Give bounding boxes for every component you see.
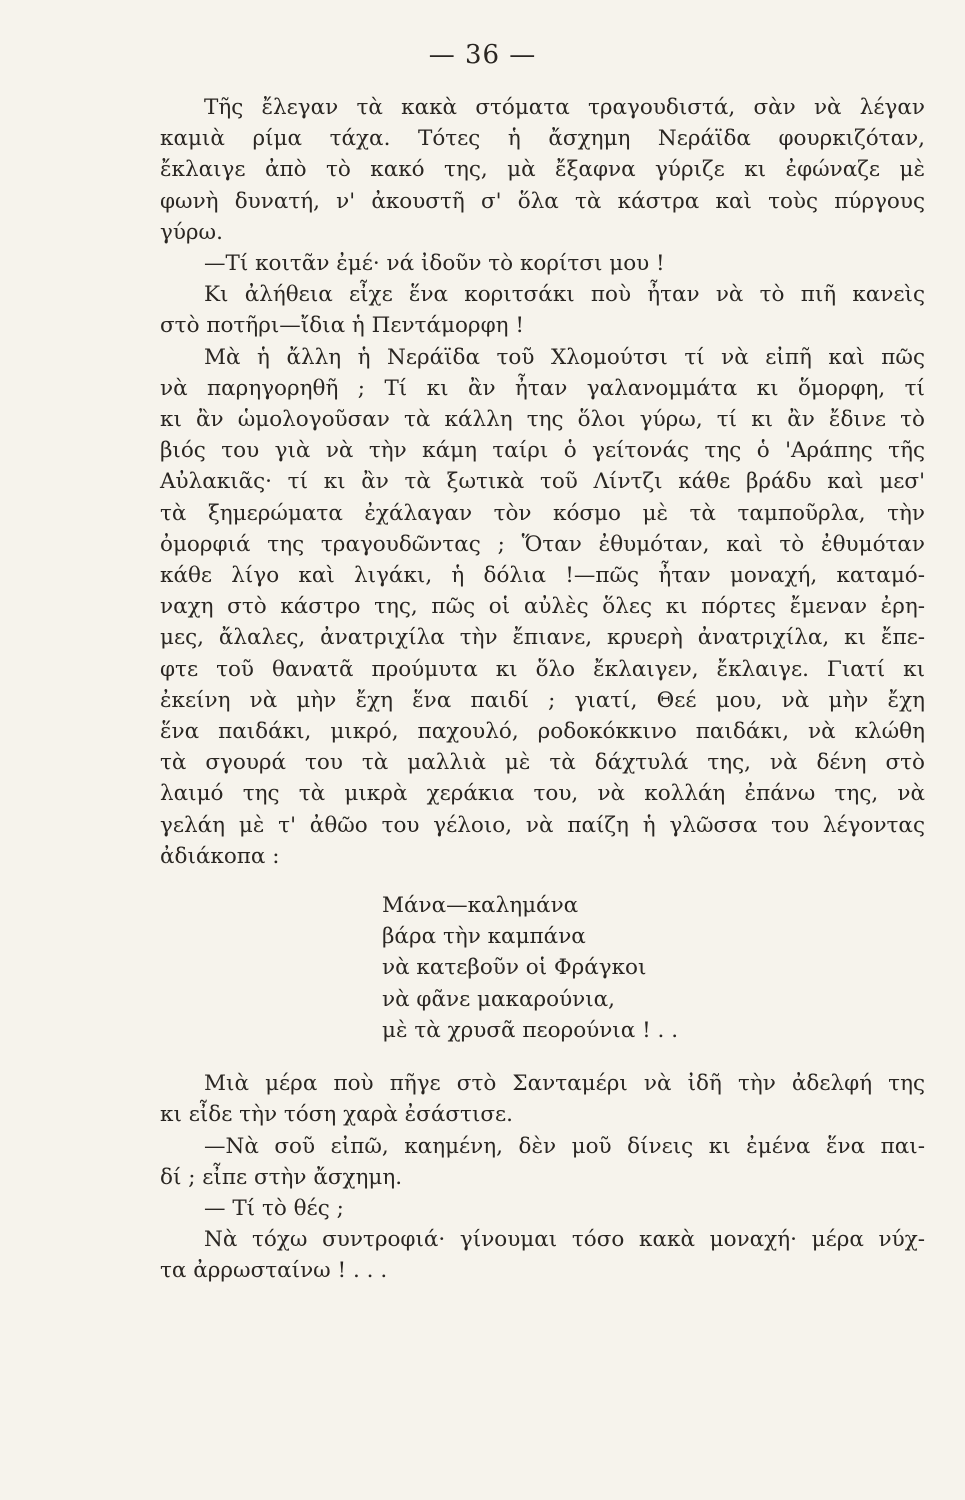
text-line: Τῆς ἔλεγαν τὰ κακὰ στόματα τραγουδιστά, σὰν νὰ λέγαν (204, 95, 925, 120)
text-line: τὰ ξημερώματα ἐχάλαγαν τὸν κόσμο μὲ τὰ ταμποῦρλα, τὴν (160, 500, 925, 526)
text-line: Μιὰ μέρα ποὺ πῆγε στὸ Σανταμέρι νὰ ἰδῆ τὴν ἀδελφή της (204, 1071, 925, 1097)
verse-line: Μάνα—καλημάνα (382, 893, 579, 919)
paragraph-4 (160, 342, 925, 872)
text-line: λαιμό της τὰ μικρὰ χεράκια του, νὰ κολλάη ἐπάνω της, νὰ (160, 781, 925, 807)
page-body (160, 92, 925, 1287)
text-line: φωνὴ δυνατή, ν' ἀκουστῆ σ' ὅλα τὰ κάστρα καὶ τοὺς πύργους (160, 188, 925, 214)
text-line: στὸ ποτῆρι—ἴδια ἡ Πεντάμορφη ! (160, 313, 524, 339)
text-line: ναχη στὸ κάστρο της, πῶς οἱ αὐλὲς ὅλες κι πόρτες ἔμεναν ἐρη- (160, 594, 925, 620)
text-line: βιός του γιὰ νὰ τὴν κάμη ταίρι ὁ γείτονάς της ὁ 'Αράπης τῆς (160, 438, 925, 464)
text-line: κι ἂν ὡμολογοῦσαν τὰ κάλλη της ὅλοι γύρω, τί κι ἂν ἔδινε τὸ (160, 407, 925, 433)
text-line: γελάη μὲ τ' ἀθῶο του γέλοιο, νὰ παίζη ἡ γλῶσσα του λέγοντας (160, 812, 925, 838)
text-line: κι εἶδε τὴν τόση χαρὰ ἐσάστισε. (160, 1102, 514, 1128)
text-line: Νὰ τόχω συντροφιά· γίνουμαι τόσο κακὰ μοναχή· μέρα νύχ- (204, 1227, 925, 1253)
paragraph-1 (160, 92, 925, 248)
text-line: καμιὰ ρίμα τάχα. Τότες ἡ ἄσχημη Νεράϊδα φουρκιζόταν, (160, 126, 925, 152)
verse-block (382, 890, 925, 1046)
text-line: —Νὰ σοῦ εἰπῶ, καημένη, δὲν μοῦ δίνεις κι ἐμένα ἕνα παι- (204, 1133, 925, 1159)
text-line: γύρω. (160, 219, 223, 245)
verse-line: νὰ κατεβοῦν οἱ Φράγκοι (382, 955, 647, 981)
text-line: —Τί κοιτᾶν ἐμέ· νά ἰδοῦν τὸ κορίτσι μου ! (204, 251, 665, 277)
text-line: μες, ἄλαλες, ἀνατριχίλα τὴν ἔπιανε, κρυερὴ ἀνατριχίλα, κι ἔπε- (160, 625, 925, 651)
paragraph-5 (160, 1068, 925, 1130)
paragraph-8 (160, 1224, 925, 1286)
verse-line: νὰ φᾶνε μακαρούνια, (382, 986, 615, 1012)
paragraph-6 (160, 1131, 925, 1193)
text-line: ἀδιάκοπα : (160, 843, 280, 869)
verse-line: μὲ τὰ χρυσᾶ πεορούνια ! . . (382, 1017, 679, 1043)
text-line: κάθε λίγο καὶ λιγάκι, ἡ δόλια !—πῶς ἦταν μοναχή, καταμό- (160, 563, 925, 589)
text-line: φτε τοῦ θανατᾶ προύμυτα κι ὅλο ἔκλαιγεν, ἔκλαιγε. Γιατί κι (160, 656, 925, 682)
text-line: τὰ σγουρά του τὰ μαλλιὰ μὲ τὰ δάχτυλά της, νὰ δένη στὸ (160, 750, 925, 776)
text-line: Αὐλακιᾶς· τί κι ἂν τὰ ξωτικὰ τοῦ Λίντζι κάθε βράδυ καὶ μεσ' (160, 469, 925, 495)
text-line: ἐκείνη νὰ μὴν ἔχη ἕνα παιδί ; γιατί, Θεέ μου, νὰ μὴν ἔχη (160, 687, 925, 713)
paragraph-7 (160, 1193, 925, 1224)
text-line: δί ; εἶπε στὴν ἄσχημη. (160, 1164, 403, 1190)
text-line: τα ἀρρωσταίνω ! . . . (160, 1258, 388, 1284)
paragraph-2 (160, 248, 925, 279)
text-line: Κι ἀλήθεια εἶχε ἕνα κοριτσάκι ποὺ ἦταν νὰ τὸ πιῆ κανεὶς (204, 282, 925, 308)
text-line: ἕνα παιδάκι, μικρό, παχουλό, ροδοκόκκινο παιδάκι, νὰ κλώθη (160, 719, 925, 745)
verse-line: βάρα τὴν καμπάνα (382, 924, 586, 950)
page-number: — 36 — (428, 40, 537, 70)
text-line: Μὰ ἡ ἄλλη ἡ Νεράϊδα τοῦ Χλομούτσι τί νὰ εἰπῆ καὶ πῶς (204, 344, 925, 370)
text-line: νὰ παρηγορηθῆ ; Τί κι ἂν ἦταν γαλανομμάτα κι ὅμορφη, τί (160, 375, 925, 401)
paragraph-3 (160, 279, 925, 341)
text-line: — Τί τὸ θές ; (204, 1195, 344, 1221)
text-line: ὀμορφιά της τραγουδῶντας ; Ὅταν ἐθυμόταν, καὶ τὸ ἐθυμόταν (160, 531, 925, 557)
text-line: ἔκλαιγε ἀπὸ τὸ κακό της, μὰ ἔξαφνα γύριζε κι ἐφώναζε μὲ (160, 157, 925, 183)
